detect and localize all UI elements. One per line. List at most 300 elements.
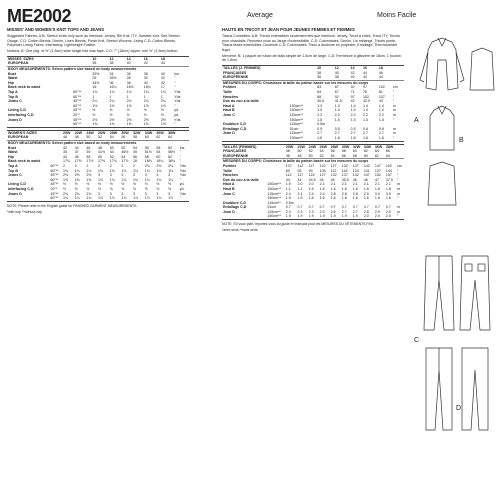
value-cell: 112: [330, 168, 337, 173]
value-cell: 1.6: [330, 196, 336, 201]
row-label: Poitrine: [223, 163, 237, 168]
row-label: Top A: [8, 163, 18, 168]
size-cell: 14: [126, 56, 131, 61]
euro-cell: 44: [378, 75, 383, 80]
value-cell: 2.0: [385, 214, 391, 219]
unit-cell: ": [392, 99, 395, 104]
value-cell: 0.7: [363, 205, 369, 210]
value-cell: 37: [74, 150, 79, 155]
value-cell: 3: [98, 173, 101, 178]
euro-cell: 60: [144, 135, 149, 140]
value-cell: 2¼: [126, 99, 132, 104]
value-cell: 36: [109, 80, 114, 85]
row-width: 51cm: [289, 126, 299, 131]
value-cell: 46: [352, 177, 357, 182]
value-cell: 2.8: [341, 191, 347, 196]
difficulty-fr: Moins Facile: [377, 12, 417, 19]
size-table: [7, 130, 189, 202]
unit-cell: Yds: [174, 117, 181, 122]
row-width: 45"**: [50, 173, 59, 178]
value-cell: 147: [363, 173, 370, 178]
value-cell: 1.5: [378, 117, 384, 122]
row-label: Waist: [8, 150, 18, 155]
euro-cell: 58: [133, 135, 138, 140]
value-cell: 1.6: [385, 196, 391, 201]
value-cell: ½: [92, 108, 96, 113]
value-cell: 112: [297, 163, 304, 168]
value-cell: 1⅛: [133, 168, 139, 173]
unit-cell: m: [392, 126, 396, 131]
unit-cell: m: [392, 103, 396, 108]
french-size-cell: 66: [385, 149, 390, 154]
value-cell: 26½: [109, 76, 117, 81]
unit-cell: yd.: [179, 182, 185, 187]
value-cell: 28: [126, 76, 131, 81]
difficulty-en: Average: [247, 12, 273, 19]
value-cell: 87: [334, 85, 339, 90]
value-cell: ½: [121, 182, 125, 187]
value-cell: 42: [63, 145, 68, 150]
value-cell: 1⅝: [63, 177, 69, 182]
size-cell: 28W: [109, 130, 118, 135]
value-cell: 2.7: [378, 131, 384, 136]
row-width: 115cm**: [289, 113, 303, 117]
unit-cell: ins.: [179, 145, 186, 150]
value-cell: 1⅝: [143, 122, 149, 127]
size-cell: 10: [317, 66, 322, 71]
euro-cell: 36: [92, 61, 97, 66]
value-cell: 2: [63, 163, 66, 168]
row-width: 150cm**: [289, 108, 304, 113]
value-cell: ½: [156, 186, 160, 191]
row-width: 45"**: [73, 117, 82, 122]
row-label: Hanches: [223, 94, 238, 99]
value-cell: 1.6: [330, 186, 336, 191]
euro-cell: 56: [121, 135, 126, 140]
value-cell: 2.9: [374, 209, 380, 214]
value-cell: 147: [374, 163, 381, 168]
euro-cell: 50: [86, 135, 91, 140]
value-cell: 2: [86, 163, 89, 168]
value-cell: 18: [133, 159, 138, 164]
value-cell: 32: [160, 76, 165, 81]
euro-cell: 54: [109, 135, 114, 140]
row-label: Haut B: [223, 186, 235, 191]
row-label: Doublure C,D: [223, 200, 246, 205]
row-label: Hanches: [223, 173, 238, 178]
row-width: 60"**: [73, 122, 82, 127]
value-cell: 117: [297, 173, 304, 178]
value-cell: 1¾: [156, 177, 162, 182]
value-cell: ½: [143, 113, 147, 117]
value-cell: 3.0: [374, 191, 380, 196]
measure-row: [7, 122, 189, 127]
unit-cell: ": [392, 90, 395, 95]
value-cell: 2⅛: [144, 163, 150, 168]
value-cell: 0.7: [285, 205, 291, 210]
value-cell: 35: [63, 150, 68, 155]
value-cell: 1½: [126, 103, 132, 108]
value-cell: 44: [63, 154, 68, 159]
row-width: 115cm**: [267, 191, 281, 196]
value-cell: 0.5m: [285, 200, 294, 205]
value-cell: 1.9: [330, 214, 336, 219]
value-cell: 58: [156, 145, 161, 150]
value-cell: 54: [156, 150, 161, 155]
notions-text: Mercerie: B: 1 paquet de ruban de biais simple de 1,5cm de large. C,D: Fermeture à glissière de 18cm, 1 bouton de 1,5cm.: [222, 53, 401, 63]
size-table: [222, 144, 404, 221]
value-cell: 1.6: [334, 135, 340, 140]
row-label: Top B: [8, 94, 18, 99]
footnote-text: *avec sens **sans sens: [222, 228, 258, 233]
value-cell: ½: [121, 186, 125, 191]
french-size-cell: 60: [352, 149, 357, 154]
value-cell: 17⅜: [74, 159, 82, 164]
garment-illustrations: [412, 30, 498, 470]
value-cell: 2.1: [352, 182, 358, 187]
value-cell: 83: [317, 85, 322, 90]
value-cell: 1.6: [308, 196, 314, 201]
value-cell: 49: [133, 150, 138, 155]
body-label: MESURES DU CORPS: Choisissez la taille du patron basée sur les mesures du corps: [223, 159, 369, 164]
euro-cell: 40: [126, 61, 131, 66]
value-cell: 2.8: [363, 209, 369, 214]
value-cell: 2.3: [297, 209, 303, 214]
row-width: 45"**: [73, 99, 82, 104]
row-label: Jeans C: [8, 99, 22, 104]
english-column: [7, 34, 189, 216]
value-cell: 1⅝: [160, 122, 166, 127]
value-cell: 1: [92, 94, 95, 99]
size-cell: 24W: [86, 130, 94, 135]
value-cell: 2.7: [362, 131, 368, 136]
value-cell: 2.9: [363, 191, 369, 196]
value-cell: ½: [126, 113, 130, 117]
french-size-cell: 44: [362, 70, 367, 75]
unit-cell: Yds: [174, 99, 181, 104]
value-cell: 54: [121, 154, 126, 159]
value-cell: 94: [297, 168, 302, 173]
value-cell: 2.8: [352, 191, 358, 196]
unit-cell: ": [179, 159, 182, 164]
value-cell: 2: [74, 163, 77, 168]
value-cell: 1⅛: [168, 168, 174, 173]
value-cell: 1¾: [92, 90, 98, 95]
euro-cell: 54: [330, 153, 335, 158]
fig-label-c: C: [414, 337, 420, 344]
size-cell: 36W: [156, 130, 164, 135]
french-size-cell: 46: [378, 70, 383, 75]
euro-cell: 52: [98, 135, 103, 140]
row-width: 150cm**: [289, 117, 304, 122]
value-cell: 1.3: [317, 103, 323, 108]
row-label: Doublure C,D: [223, 122, 246, 127]
euro-label: EUROPEAN: [8, 61, 29, 66]
value-cell: 2¾: [86, 191, 92, 196]
value-cell: 17⅞: [121, 159, 129, 164]
row-label: Haut B: [223, 108, 235, 113]
value-cell: 1.9: [285, 182, 291, 187]
unit-cell: yd.: [179, 186, 185, 191]
size-cell: 22W: [74, 130, 83, 135]
value-cell: 1.8: [363, 186, 369, 191]
value-cell: 1½: [160, 103, 166, 108]
unit-cell: ": [179, 177, 182, 182]
value-cell: 2.3: [308, 209, 314, 214]
value-cell: 60: [156, 154, 161, 159]
value-cell: 1⅞: [133, 196, 139, 201]
row-label: [222, 136, 289, 141]
row-width: 115cm**: [289, 122, 303, 127]
value-cell: 2.2: [334, 113, 340, 117]
value-cell: 2¼: [143, 99, 149, 104]
value-cell: 1.6: [308, 186, 314, 191]
french-size-cell: 62: [363, 149, 368, 154]
row-label: Back neck to waist: [8, 85, 41, 90]
figure-a-back: [470, 48, 494, 90]
fabric-text: Tissus Conseillés: A,B: Tricots extensibles seulement tels que Interlock, Jersey, Tricot à côtes, Tricot ITY, Tricots pour chandails. Reportez-vous au Jauge d'extensibilité. C,D: Cotonnades, Denim, Lin mélangé, Tricots ponte, Tissus tissés extensibles. Doublure C,D: Cotonnades, Tissu à doublure en polyester. Entoilage: Thermocollant léger.: [222, 34, 400, 52]
size-cell: 10: [92, 56, 97, 61]
row-label: Lining C,D: [8, 182, 26, 187]
row-width: 150cm**: [289, 135, 304, 140]
value-cell: 97: [362, 85, 367, 90]
value-cell: 2¼: [160, 99, 166, 104]
value-cell: 0.7: [330, 205, 336, 210]
value-cell: 131: [363, 168, 370, 173]
value-cell: 2.1: [319, 182, 325, 187]
value-cell: 1⅝: [109, 122, 115, 127]
value-cell: 1¾: [63, 196, 69, 201]
value-cell: 127: [330, 163, 337, 168]
size-table: [222, 65, 404, 142]
row-label: Jean C: [223, 113, 235, 117]
french-column: [222, 34, 404, 234]
value-cell: 132: [330, 173, 337, 178]
value-cell: 102: [362, 94, 369, 99]
value-cell: 0.7: [352, 205, 358, 210]
value-cell: 3: [109, 191, 112, 196]
french-size-cell: 42: [350, 70, 355, 75]
french-size-cell: 58: [341, 149, 346, 154]
value-cell: 46: [86, 145, 91, 150]
value-cell: 2.3: [285, 209, 291, 214]
size-table: [7, 56, 189, 128]
euro-cell: 42: [143, 61, 148, 66]
value-cell: 1.5: [334, 117, 340, 122]
value-cell: 50: [98, 154, 103, 159]
value-cell: 3.0: [385, 191, 391, 196]
value-cell: 2½: [92, 117, 98, 122]
value-cell: 16¾: [143, 85, 151, 90]
value-cell: 3: [168, 191, 171, 196]
value-cell: 2: [109, 163, 112, 168]
value-cell: 1⅞: [109, 196, 115, 201]
value-cell: 1.6: [374, 196, 380, 201]
title-en: MISSES' AND WOMEN'S KNIT TOPS AND JEANS: [7, 27, 104, 32]
row-width: 115cm**: [289, 131, 303, 136]
value-cell: 1.9: [297, 214, 303, 219]
unit-cell: ": [179, 150, 182, 155]
unit-cell: ": [392, 135, 395, 140]
notions-text: Notions: B: One pkg. of ⅜" (1.5cm) wide single fold bias tape. C,D: 7" (18cm) zipper, one ⅝" (1.5cm) button.: [7, 49, 179, 54]
unit-cell: ": [396, 214, 399, 219]
pattern-code: ME2002: [7, 6, 72, 26]
value-cell: 2.0: [374, 214, 380, 219]
value-cell: ½: [98, 182, 102, 187]
size-cell: 32W: [133, 130, 141, 135]
value-cell: 142: [363, 163, 370, 168]
value-cell: 0.7: [308, 205, 314, 210]
value-cell: 44: [285, 177, 290, 182]
value-cell: 1.1: [285, 186, 291, 191]
row-label: Back neck to waist: [8, 159, 41, 164]
euro-cell: 42: [362, 75, 367, 80]
value-cell: 51½: [144, 150, 152, 155]
size-cell: 30W: [121, 130, 129, 135]
value-cell: 1.3: [334, 103, 340, 108]
value-cell: 1⅞: [121, 196, 127, 201]
size-label: MISSES' SIZES: [8, 56, 34, 61]
value-cell: 1⅝: [92, 122, 98, 127]
value-cell: 1⅝: [126, 122, 132, 127]
size-label: WOMEN'S SIZES: [8, 130, 37, 135]
value-cell: 117: [308, 163, 315, 168]
value-cell: 3: [121, 191, 124, 196]
body-label: BODY MEASUREMENTS: Select pattern size based on body measurements: [8, 67, 137, 72]
value-cell: 0.7: [374, 205, 380, 210]
value-cell: 2½: [126, 117, 132, 122]
measure-row: [222, 136, 404, 141]
row-width: 60"**: [50, 168, 59, 173]
value-cell: 0.5m: [317, 122, 326, 127]
value-cell: 16¼: [109, 85, 117, 90]
value-cell: ½: [143, 108, 147, 113]
value-cell: 1¾: [160, 90, 166, 95]
value-cell: 64: [317, 90, 322, 95]
value-cell: 3: [109, 173, 112, 178]
value-cell: 1½: [143, 103, 149, 108]
value-cell: 2.4: [319, 191, 325, 196]
value-cell: 56: [144, 145, 149, 150]
value-cell: 112: [285, 173, 292, 178]
value-cell: 48: [86, 154, 91, 159]
row-label: [7, 122, 72, 127]
euro-cell: 40: [350, 75, 355, 80]
value-cell: 30: [143, 76, 148, 81]
value-cell: 47: [374, 177, 379, 182]
euro-cell: 46: [285, 153, 290, 158]
value-cell: 1.5: [350, 117, 356, 122]
value-cell: ½: [144, 186, 148, 191]
value-cell: 1⅛: [74, 168, 80, 173]
value-cell: 44.5: [308, 177, 316, 182]
row-width: 115cm**: [267, 209, 281, 214]
value-cell: 1.6: [341, 186, 347, 191]
unit-cell: m: [392, 131, 396, 136]
french-size-cell: 56: [330, 149, 335, 154]
size-cell: 22W: [297, 144, 305, 149]
unit-cell: ": [179, 196, 182, 201]
row-label: Jeans C: [8, 173, 22, 178]
figure-d-front: [426, 348, 452, 430]
unit-cell: Yds: [174, 94, 181, 99]
row-width: 60"**: [73, 90, 82, 95]
value-cell: 1¾: [126, 90, 132, 95]
value-cell: 1.8: [385, 186, 391, 191]
value-cell: 25: [92, 76, 97, 81]
fig-label-d: D: [456, 405, 462, 412]
value-cell: 2.0: [308, 182, 314, 187]
note-text: NOTE: S'il vous plaît, reportez-vous au guide en français pour les MESURES DU VÊTEMENTS FINI.: [222, 222, 374, 227]
row-width: 60"**: [50, 196, 59, 201]
body-label: MESURES DU CORPS: Choisissez la taille du patron basée sur les mesures du corps: [223, 80, 369, 85]
value-cell: 107: [378, 94, 385, 99]
value-cell: 2.7: [352, 209, 358, 214]
value-cell: 44: [297, 177, 302, 182]
value-cell: 18¼: [156, 159, 164, 164]
unit-cell: m: [396, 209, 400, 214]
value-cell: 1: [143, 94, 146, 99]
unit-cell: cm: [392, 85, 398, 90]
row-label: Interfacing C,D: [8, 186, 34, 191]
row-label: Dos du cou à la taille: [223, 99, 259, 104]
row-width: 51cm: [267, 205, 277, 210]
value-cell: 1.5: [297, 196, 303, 201]
value-cell: 46½: [121, 150, 129, 155]
value-cell: 99: [308, 168, 313, 173]
unit-cell: ": [392, 94, 395, 99]
french-label: FRANÇAISES: [223, 70, 247, 75]
row-width: 150cm**: [267, 214, 282, 219]
value-cell: 50: [109, 145, 114, 150]
value-cell: 1.6: [362, 135, 368, 140]
value-cell: 2.1: [330, 182, 336, 187]
size-cell: 34W: [363, 144, 372, 149]
value-cell: 122: [308, 173, 315, 178]
row-width: 150cm**: [289, 103, 304, 108]
french-size-cell: 64: [374, 149, 379, 154]
unit-cell: yd.: [174, 108, 180, 113]
value-cell: 41.5: [334, 99, 342, 104]
value-cell: 92: [334, 94, 339, 99]
euro-cell: 36: [317, 75, 322, 80]
value-cell: 1¾: [168, 177, 174, 182]
value-cell: 1¾: [98, 177, 104, 182]
row-width: 60"**: [73, 94, 82, 99]
value-cell: 42: [350, 99, 355, 104]
value-cell: 2.4: [308, 191, 314, 196]
value-cell: 17¼: [63, 159, 71, 164]
value-cell: 1.0: [378, 108, 384, 113]
value-cell: 1.4: [350, 103, 356, 108]
euro-cell: 62: [374, 153, 379, 158]
value-cell: 0.5: [334, 126, 340, 131]
unit-cell: ": [174, 80, 176, 85]
value-cell: 1⅛: [156, 168, 162, 173]
value-cell: 2.7: [334, 131, 340, 136]
value-cell: 42.5: [362, 99, 370, 104]
figure-c-front: [424, 256, 454, 330]
value-cell: 44: [109, 150, 114, 155]
value-cell: 1⅝: [86, 177, 92, 182]
value-cell: 3: [133, 173, 136, 178]
unit-cell: yd.: [174, 113, 180, 117]
row-width: 20"*: [73, 113, 80, 117]
row-label: Entoilage C,D: [223, 126, 247, 131]
figure-b-front: [430, 106, 454, 150]
value-cell: 41½: [98, 150, 106, 155]
value-cell: 1: [160, 94, 163, 99]
